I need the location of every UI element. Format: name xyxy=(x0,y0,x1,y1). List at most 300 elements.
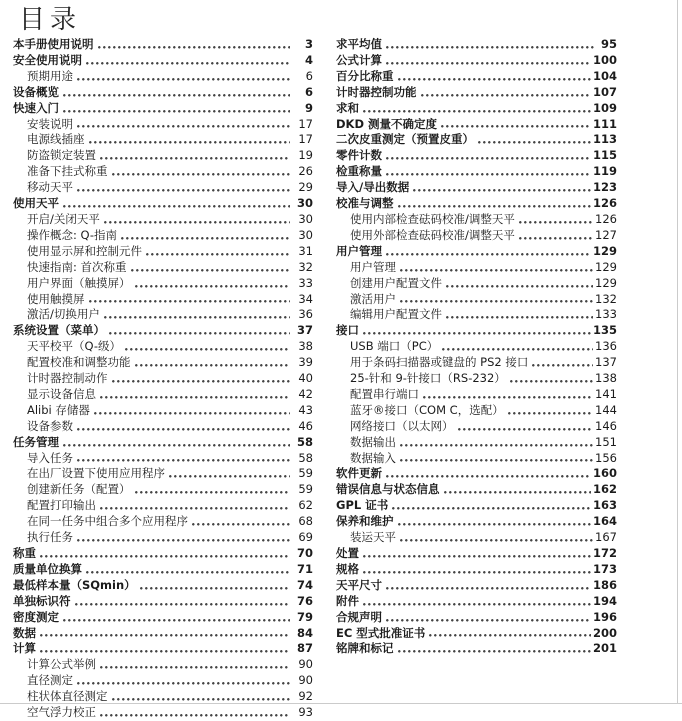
dot-leader xyxy=(125,348,290,352)
dot-leader xyxy=(112,380,291,384)
toc-entry[interactable] xyxy=(13,228,313,244)
toc-entry-label: 任务管理 xyxy=(13,434,59,449)
toc-entry-label: 数据输入 xyxy=(350,450,396,465)
dot-leader xyxy=(104,316,290,320)
toc-entry-label: 零件计数 xyxy=(336,148,382,163)
dot-leader xyxy=(363,110,591,114)
toc-entry-label: 电源线插座 xyxy=(27,132,85,147)
toc-entry[interactable] xyxy=(336,498,617,514)
toc-entry-label: 预期用途 xyxy=(27,68,73,83)
toc-entry[interactable] xyxy=(336,562,617,578)
toc-entry[interactable] xyxy=(336,180,617,196)
toc-page-number: 164 xyxy=(592,514,617,529)
toc-entry-label: 保养和维护 xyxy=(336,514,394,529)
toc-entry[interactable] xyxy=(13,212,313,228)
toc-page-number: 119 xyxy=(592,164,617,179)
toc-page-number: 17 xyxy=(298,132,313,147)
dot-leader xyxy=(398,78,591,82)
toc-entry[interactable] xyxy=(13,132,313,148)
toc-entry[interactable] xyxy=(13,101,313,117)
dot-leader xyxy=(77,189,290,193)
toc-entry[interactable] xyxy=(13,610,313,626)
dot-leader xyxy=(400,444,593,448)
toc-entry[interactable] xyxy=(13,530,313,546)
toc-page-number: 160 xyxy=(592,466,617,481)
dot-leader xyxy=(398,523,591,527)
toc-entry[interactable] xyxy=(336,85,617,101)
toc-entry-label: 用户管理 xyxy=(350,259,396,274)
dot-leader xyxy=(135,364,291,368)
toc-page-number: 172 xyxy=(592,546,617,560)
dot-leader xyxy=(131,269,290,273)
toc-entry-label: 用户界面（触摸屏） xyxy=(27,275,131,290)
dot-leader xyxy=(386,475,591,479)
toc-entry-label: 创建新任务（配置） xyxy=(27,482,131,497)
toc-column-right xyxy=(336,37,617,657)
toc-page-number: 136 xyxy=(595,339,617,354)
toc-page-number: 70 xyxy=(296,546,313,560)
toc-page-number: 126 xyxy=(592,196,617,211)
toc-page-number: 95 xyxy=(600,37,617,51)
dot-leader xyxy=(63,444,290,448)
toc-entry-label: 在出厂设置下使用应用程序 xyxy=(27,466,165,481)
toc-entry-label: 设备概览 xyxy=(13,84,59,99)
toc-entry-label: EC 型式批准证书 xyxy=(336,625,426,640)
toc-entry[interactable] xyxy=(13,387,313,403)
toc-entry[interactable] xyxy=(336,148,617,164)
toc-page-number: 109 xyxy=(592,100,617,115)
toc-page-number: 58 xyxy=(296,434,313,449)
dot-leader xyxy=(112,698,291,702)
toc-entry-label: 柱状体直径测定 xyxy=(27,689,108,704)
toc-page-number: 156 xyxy=(595,450,617,465)
toc-page-number: 6 xyxy=(305,68,313,83)
toc-page-number: 163 xyxy=(592,498,617,513)
dot-leader xyxy=(146,253,290,257)
dot-leader xyxy=(86,571,290,575)
toc-entry-label: 安全使用说明 xyxy=(13,52,82,67)
toc-entry[interactable] xyxy=(13,276,313,292)
toc-entry-label: 系统设置（菜单） xyxy=(13,323,105,338)
dot-leader xyxy=(169,475,290,479)
dot-leader xyxy=(400,300,593,304)
toc-entry-label: 使用触摸屏 xyxy=(27,291,85,306)
toc-page-number: 4 xyxy=(304,52,313,67)
dot-leader xyxy=(94,412,290,416)
toc-page-number: 37 xyxy=(296,323,313,338)
dot-leader xyxy=(104,221,290,225)
toc-entry[interactable] xyxy=(336,546,617,562)
dot-leader xyxy=(112,173,291,177)
toc-entry-label: 执行任务 xyxy=(27,530,73,545)
dot-leader xyxy=(100,666,290,670)
toc-entry[interactable] xyxy=(336,339,617,355)
toc-entry[interactable] xyxy=(336,419,617,435)
toc-entry[interactable] xyxy=(336,276,617,292)
dot-leader xyxy=(413,189,591,193)
toc-entry[interactable] xyxy=(13,578,313,594)
toc-page-number: 113 xyxy=(592,132,617,147)
dot-leader xyxy=(63,205,290,209)
toc-page-number: 100 xyxy=(592,52,617,67)
toc-entry[interactable] xyxy=(13,419,313,435)
toc-page-number: 40 xyxy=(298,371,313,386)
toc-entry[interactable] xyxy=(336,371,617,387)
toc-page-number: 104 xyxy=(592,68,617,83)
dot-leader xyxy=(386,157,591,161)
toc-entry-label: 用于条码扫描器或键盘的 PS2 接口 xyxy=(350,355,529,370)
toc-page-number: 33 xyxy=(298,275,313,290)
toc-entry[interactable] xyxy=(13,498,313,514)
dot-leader xyxy=(386,46,594,50)
toc-entry[interactable] xyxy=(13,37,313,53)
dot-leader xyxy=(458,428,594,432)
toc-entry-label: 蓝牙®接口（COM C，选配） xyxy=(350,402,504,417)
toc-entry-label: 直径测定 xyxy=(27,673,73,688)
toc-entry-label: 显示设备信息 xyxy=(27,386,96,401)
dot-leader xyxy=(386,619,591,623)
dot-leader xyxy=(442,348,593,352)
dot-leader xyxy=(100,396,290,400)
toc-page-number: 38 xyxy=(298,339,313,354)
dot-leader xyxy=(400,269,593,273)
toc-entry-label: 计算 xyxy=(13,641,36,656)
dot-leader xyxy=(478,141,591,145)
toc-entry[interactable] xyxy=(13,323,313,339)
toc-page-number: 90 xyxy=(298,673,313,688)
dot-leader xyxy=(363,603,591,607)
toc-entry-label: 空气浮力校正 xyxy=(27,705,96,720)
dot-leader xyxy=(532,364,593,368)
page-edge-horizontal-divider xyxy=(0,703,682,704)
toc-entry[interactable] xyxy=(336,260,617,276)
toc-entry-label: 25-针和 9-针接口（RS-232） xyxy=(350,371,506,386)
dot-leader xyxy=(40,555,290,559)
toc-entry[interactable] xyxy=(13,164,313,180)
toc-page-number: 138 xyxy=(595,371,617,386)
toc-entry[interactable] xyxy=(336,101,617,117)
toc-entry[interactable] xyxy=(336,244,617,260)
toc-entry-label: 接口 xyxy=(336,323,359,338)
toc-entry[interactable] xyxy=(13,546,313,562)
toc-page-number: 146 xyxy=(595,418,617,433)
toc-page-number: 123 xyxy=(592,180,617,195)
toc-page-number: 42 xyxy=(298,386,313,401)
toc-entry[interactable] xyxy=(13,482,313,498)
toc-entry[interactable] xyxy=(13,514,313,530)
toc-page-number: 132 xyxy=(595,291,617,306)
dot-leader xyxy=(446,316,593,320)
toc-entry[interactable] xyxy=(13,69,313,85)
toc-entry[interactable] xyxy=(13,466,313,482)
toc-entry-label: 单独标识符 xyxy=(13,593,71,608)
dot-leader xyxy=(398,205,591,209)
toc-entry[interactable] xyxy=(336,578,617,594)
toc-entry-label: 百分比称重 xyxy=(336,68,394,83)
toc-page-number: 3 xyxy=(304,37,313,51)
toc-entry[interactable] xyxy=(336,466,617,482)
toc-entry[interactable] xyxy=(13,594,313,610)
dot-leader xyxy=(519,237,593,241)
dot-leader xyxy=(386,173,591,177)
toc-entry-label: 准备下挂式称重 xyxy=(27,164,108,179)
toc-entry-label: 称重 xyxy=(13,546,36,560)
toc-entry[interactable] xyxy=(13,244,313,260)
dot-leader xyxy=(429,634,591,638)
toc-page-number: 31 xyxy=(298,243,313,258)
toc-entry[interactable] xyxy=(336,164,617,180)
toc-entry[interactable] xyxy=(336,355,617,371)
dot-leader xyxy=(400,459,593,463)
toc-entry-label: 装运天平 xyxy=(350,530,396,545)
toc-entry[interactable] xyxy=(336,69,617,85)
toc-entry-label: GPL 证书 xyxy=(336,498,389,513)
toc-entry[interactable] xyxy=(336,626,617,642)
toc-entry[interactable] xyxy=(13,705,313,721)
toc-page-number: 68 xyxy=(298,514,313,529)
toc-page-number: 43 xyxy=(298,402,313,417)
toc-entry-label: 移动天平 xyxy=(27,180,73,195)
toc-entry[interactable] xyxy=(13,657,313,673)
toc-entry[interactable] xyxy=(336,212,617,228)
dot-leader xyxy=(77,539,290,543)
dot-leader xyxy=(510,380,593,384)
toc-entry[interactable] xyxy=(336,482,617,498)
dot-leader xyxy=(421,94,591,98)
toc-page-number: 59 xyxy=(298,466,313,481)
toc-page-number: 135 xyxy=(592,323,617,338)
dot-leader xyxy=(400,539,593,543)
toc-entry-label: 公式计算 xyxy=(336,52,382,67)
toc-page-number: 6 xyxy=(304,84,313,99)
toc-page-number: 111 xyxy=(592,116,617,131)
toc-page-number: 71 xyxy=(296,561,313,576)
dot-leader xyxy=(398,650,591,654)
toc-entry-label: 处置 xyxy=(336,546,359,560)
toc-page-number: 126 xyxy=(595,211,617,226)
toc-entry-label: 数据 xyxy=(13,625,36,640)
page-edge-vertical-divider xyxy=(677,0,678,703)
dot-leader xyxy=(98,46,291,50)
dot-leader xyxy=(121,237,290,241)
dot-leader xyxy=(386,62,591,66)
dot-leader xyxy=(392,507,591,511)
toc-page-number: 62 xyxy=(298,498,313,513)
toc-entry[interactable] xyxy=(13,355,313,371)
toc-entry-label: 计时器控制动作 xyxy=(27,371,108,386)
toc-entry[interactable] xyxy=(336,228,617,244)
toc-page-number: 200 xyxy=(592,625,617,640)
toc-entry[interactable] xyxy=(336,323,617,339)
toc-page-number: 29 xyxy=(298,180,313,195)
toc-entry-label: 激活用户 xyxy=(350,291,396,306)
toc-entry[interactable] xyxy=(13,403,313,419)
toc-page-number: 186 xyxy=(592,577,617,592)
toc-entry-label: 密度测定 xyxy=(13,609,59,624)
dot-leader xyxy=(40,650,290,654)
toc-entry-label: 校准与调整 xyxy=(336,196,394,211)
toc-entry[interactable] xyxy=(13,339,313,355)
toc-entry-label: 使用显示屏和控制元件 xyxy=(27,243,142,258)
toc-entry-label: 配置校准和调整功能 xyxy=(27,355,131,370)
toc-entry-label: 创建用户配置文件 xyxy=(350,275,442,290)
toc-entry-label: 操作概念: Q-指南 xyxy=(27,227,118,242)
dot-leader xyxy=(63,110,290,114)
toc-page-number: 39 xyxy=(298,355,313,370)
toc-entry-label: 求和 xyxy=(336,100,359,115)
toc-page-number: 194 xyxy=(592,593,617,608)
toc-page-number: 30 xyxy=(298,227,313,242)
toc-page-number: 129 xyxy=(595,259,617,274)
toc-page-number: 87 xyxy=(296,641,313,656)
toc-entry-label: 在同一任务中组合多个应用程序 xyxy=(27,514,188,529)
toc-entry-label: 质量单位换算 xyxy=(13,561,82,576)
toc-entry[interactable] xyxy=(13,180,313,196)
toc-entry[interactable] xyxy=(336,641,617,657)
toc-page-number: 162 xyxy=(592,482,617,497)
toc-entry[interactable] xyxy=(336,403,617,419)
toc-entry[interactable] xyxy=(13,641,313,657)
toc-entry-label: 安装说明 xyxy=(27,116,73,131)
toc-entry-label: 配置串行端口 xyxy=(350,386,419,401)
toc-entry-label: 使用内部检查砝码校准/调整天平 xyxy=(350,211,515,226)
toc-entry[interactable] xyxy=(13,307,313,323)
toc-entry-label: 计时器控制功能 xyxy=(336,84,417,99)
toc-page-number: 173 xyxy=(592,561,617,576)
toc-entry[interactable] xyxy=(13,435,313,451)
toc-page-number: 69 xyxy=(298,530,313,545)
toc-entry[interactable] xyxy=(13,451,313,467)
toc-entry[interactable] xyxy=(13,85,313,101)
toc-entry[interactable] xyxy=(336,594,617,610)
toc-entry-label: 配置打印输出 xyxy=(27,498,96,513)
toc-entry-label: 编辑用户配置文件 xyxy=(350,307,442,322)
dot-leader xyxy=(386,587,591,591)
toc-page-number: 127 xyxy=(595,227,617,242)
toc-entry[interactable] xyxy=(336,387,617,403)
toc-entry-label: 软件更新 xyxy=(336,466,382,481)
toc-entry[interactable] xyxy=(336,292,617,308)
toc-entry-label: 错误信息与状态信息 xyxy=(336,482,440,497)
toc-page-number: 76 xyxy=(296,593,313,608)
toc-entry[interactable] xyxy=(336,451,617,467)
dot-leader xyxy=(363,571,591,575)
dot-leader xyxy=(192,523,290,527)
toc-page-number: 129 xyxy=(595,275,617,290)
toc-entry-label: 激活/切换用户 xyxy=(27,307,100,322)
dot-leader xyxy=(100,157,290,161)
toc-page-number: 137 xyxy=(595,355,617,370)
toc-entry-label: 规格 xyxy=(336,561,359,576)
toc-page-number: 17 xyxy=(298,116,313,131)
toc-entry[interactable] xyxy=(336,307,617,323)
toc-entry[interactable] xyxy=(13,148,313,164)
toc-page-number: 133 xyxy=(595,307,617,322)
toc-entry-label: Alibi 存储器 xyxy=(27,402,90,417)
toc-page-number: 144 xyxy=(595,402,617,417)
toc-entry[interactable] xyxy=(336,435,617,451)
toc-entry[interactable] xyxy=(336,37,617,53)
toc-entry-label: 网络接口（以太网） xyxy=(350,418,454,433)
dot-leader xyxy=(386,253,591,257)
dot-leader xyxy=(89,141,291,145)
toc-page-number: 32 xyxy=(298,259,313,274)
toc-page-number: 151 xyxy=(595,434,617,449)
dot-leader xyxy=(40,634,290,638)
toc-entry[interactable] xyxy=(13,53,313,69)
toc-page-number: 92 xyxy=(298,689,313,704)
toc-entry-label: 求平均值 xyxy=(336,37,382,51)
toc-entry-label: 检重称量 xyxy=(336,164,382,179)
toc-entry-label: 防盗锁定装置 xyxy=(27,148,96,163)
toc-entry[interactable] xyxy=(336,530,617,546)
dot-leader xyxy=(508,412,593,416)
dot-leader xyxy=(77,682,290,686)
dot-leader xyxy=(63,619,290,623)
toc-page-number: 107 xyxy=(592,84,617,99)
toc-page-number: 46 xyxy=(298,418,313,433)
toc-page-number: 79 xyxy=(296,609,313,624)
toc-entry[interactable] xyxy=(336,132,617,148)
toc-entry-label: 二次皮重测定（预置皮重） xyxy=(336,132,474,147)
toc-entry[interactable] xyxy=(336,53,617,69)
toc-entry[interactable] xyxy=(13,260,313,276)
dot-leader xyxy=(446,285,593,289)
toc-entry-label: USB 端口（PC） xyxy=(350,339,439,354)
dot-leader xyxy=(519,221,593,225)
toc-entry[interactable] xyxy=(13,371,313,387)
dot-leader xyxy=(86,62,290,66)
toc-entry-label: 快速指南: 首次称重 xyxy=(27,259,127,274)
toc-entry-label: 用户管理 xyxy=(336,243,382,258)
toc-entry[interactable] xyxy=(13,196,313,212)
toc-entry-label: DKD 测量不确定度 xyxy=(336,116,438,131)
toc-entry-label: 铭牌和标记 xyxy=(336,641,394,656)
toc-entry-label: 使用外部检查砝码校准/调整天平 xyxy=(350,227,515,242)
toc-entry[interactable] xyxy=(13,673,313,689)
toc-page-number: 141 xyxy=(595,386,617,401)
toc-entry-label: 开启/关闭天平 xyxy=(27,211,100,226)
toc-page-number: 167 xyxy=(595,530,617,545)
toc-page-number: 84 xyxy=(296,625,313,640)
toc-entry[interactable] xyxy=(13,626,313,642)
dot-leader xyxy=(135,285,291,289)
toc-entry[interactable] xyxy=(336,117,617,133)
toc-entry[interactable] xyxy=(13,292,313,308)
toc-entry[interactable] xyxy=(336,514,617,530)
toc-page-number: 115 xyxy=(592,148,617,163)
dot-leader xyxy=(444,491,591,495)
toc-page-number: 74 xyxy=(296,577,313,592)
dot-leader xyxy=(135,491,291,495)
dot-leader xyxy=(363,555,591,559)
toc-entry-label: 导入任务 xyxy=(27,450,73,465)
toc-entry-label: 最低样本量（SQmin） xyxy=(13,577,136,592)
toc-entry[interactable] xyxy=(336,610,617,626)
toc-entry-label: 天平尺寸 xyxy=(336,577,382,592)
toc-entry-label: 使用天平 xyxy=(13,196,59,211)
toc-entry-label: 数据输出 xyxy=(350,434,396,449)
toc-entry[interactable] xyxy=(13,562,313,578)
toc-entry[interactable] xyxy=(336,196,617,212)
toc-page-number: 36 xyxy=(298,307,313,322)
toc-page-number: 30 xyxy=(298,211,313,226)
toc-entry[interactable] xyxy=(13,117,313,133)
toc-entry-label: 本手册使用说明 xyxy=(13,37,94,51)
toc-entry-label: 合规声明 xyxy=(336,609,382,624)
toc-entry-label: 设备参数 xyxy=(27,418,73,433)
dot-leader xyxy=(100,507,290,511)
